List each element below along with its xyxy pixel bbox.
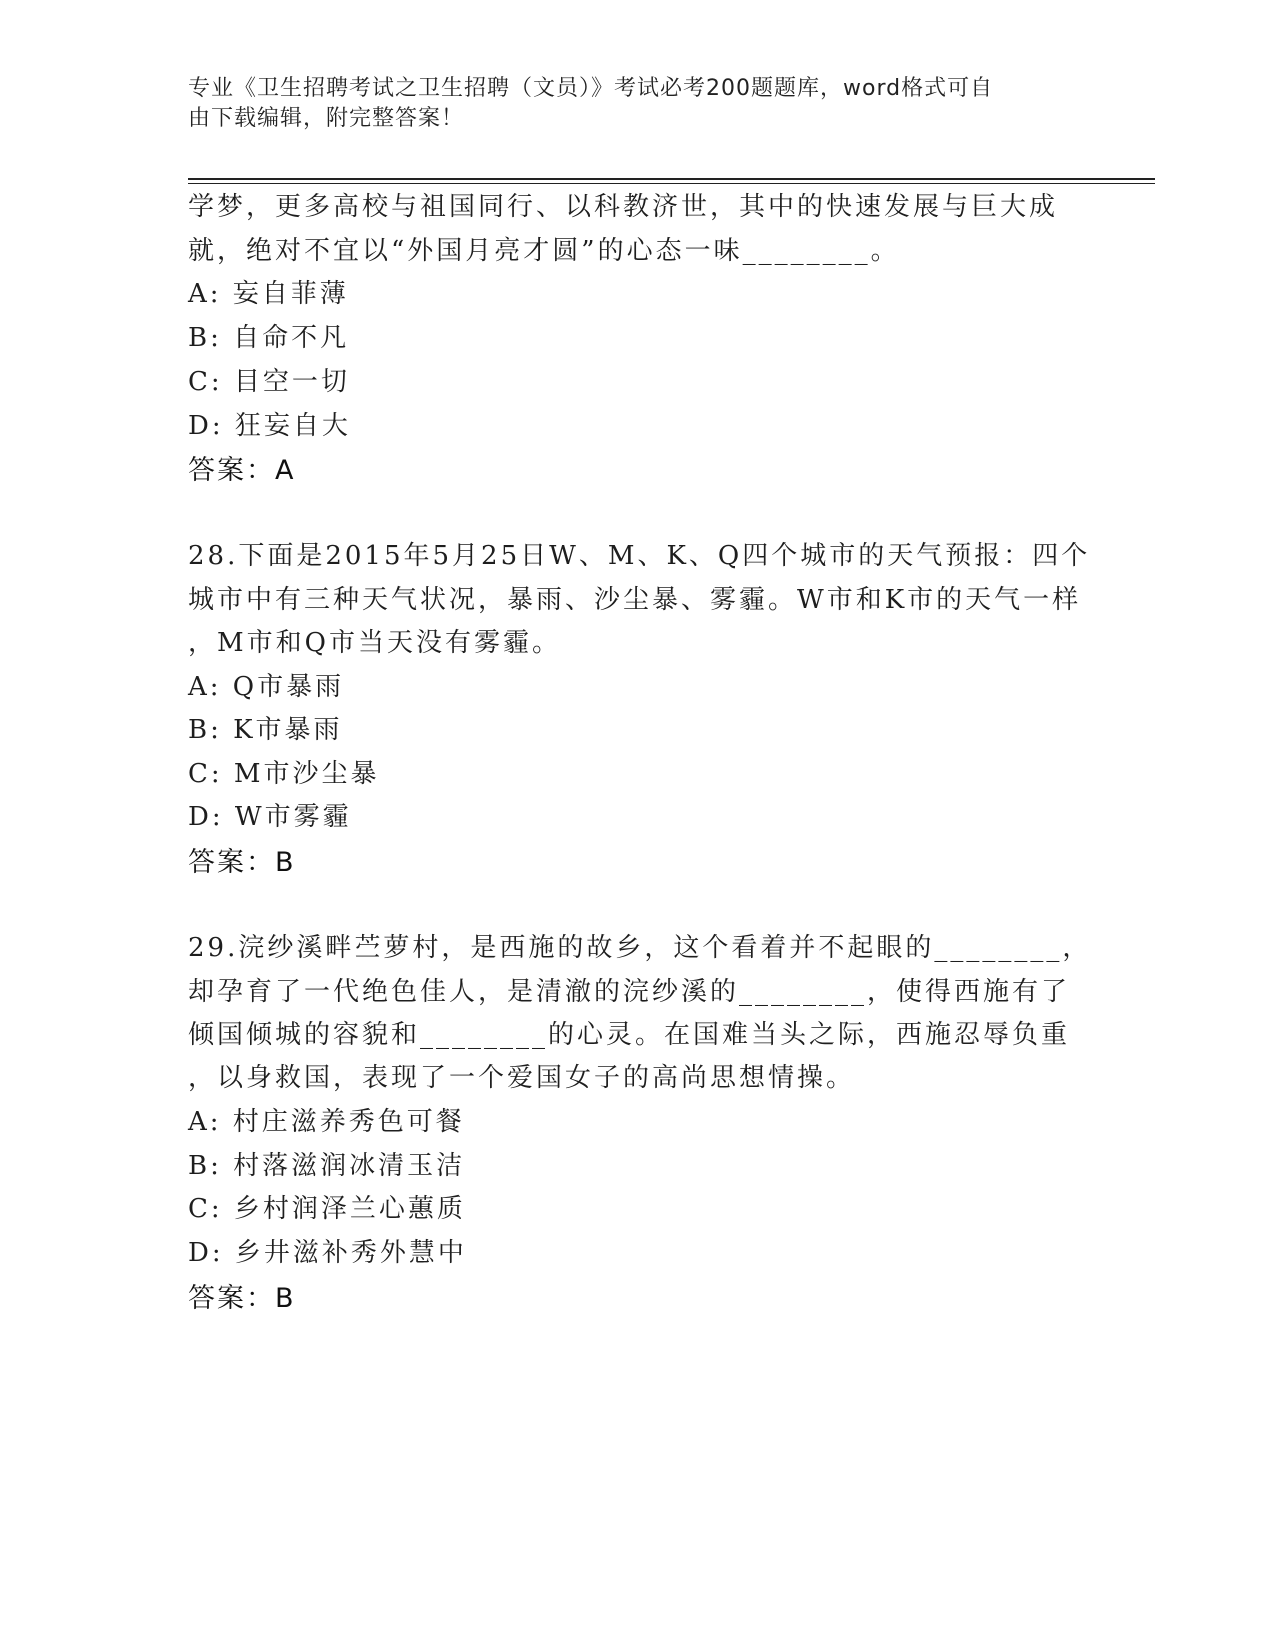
option-a: A: 妄自菲薄: [188, 279, 349, 309]
question-text-line: 就，绝对不宜以“外国月亮才圆”的心态一味________。: [188, 236, 900, 266]
option-d: D: 乡井滋补秀外慧中: [188, 1238, 467, 1268]
question-text-line: 学梦，更多高校与祖国同行、以科教济世，其中的快速发展与巨大成: [188, 192, 1059, 222]
option-a: A: Q市暴雨: [188, 672, 345, 702]
option-b: B: K市暴雨: [188, 715, 343, 745]
header-rule: [188, 178, 1155, 180]
answer-label: 答案：A: [188, 455, 296, 486]
option-c: C: 目空一切: [188, 367, 350, 397]
question-text-line: ，M市和Q市当天没有雾霾。: [188, 628, 561, 658]
option-b: B: 村落滋润冰清玉洁: [188, 1151, 466, 1181]
option-c: C: 乡村润泽兰心蕙质: [188, 1194, 466, 1224]
question-text-line: ，以身救国，表现了一个爱国女子的高尚思想情操。: [188, 1063, 856, 1093]
header-rule: [188, 183, 1155, 184]
option-a: A: 村庄滋养秀色可餐: [188, 1107, 465, 1137]
question-text-line: 28.下面是2015年5月25日W、M、K、Q四个城市的天气预报：四个: [188, 541, 1091, 571]
option-d: D: 狂妄自大: [188, 411, 351, 441]
answer-label: 答案：B: [188, 847, 296, 878]
page-header: [188, 74, 1088, 134]
answer-label: 答案：B: [188, 1283, 296, 1314]
question-text-line: 倾国倾城的容貌和________的心灵。在国难当头之际，西施忍辱负重: [188, 1020, 1071, 1050]
header-line: 专业《卫生招聘考试之卫生招聘（文员）》考试必考200题题库，word格式可自: [188, 76, 994, 101]
option-d: D: W市雾霾: [188, 802, 352, 832]
header-line: 由下载编辑，附完整答案！: [188, 106, 465, 131]
option-c: C: M市沙尘暴: [188, 759, 380, 789]
option-b: B: 自命不凡: [188, 323, 350, 353]
question-text-line: 却孕育了一代绝色佳人，是清澈的浣纱溪的________，使得西施有了: [188, 977, 1071, 1007]
question-text-line: 城市中有三种天气状况，暴雨、沙尘暴、雾霾。W市和K市的天气一样: [188, 585, 1082, 615]
question-text-line: 29.浣纱溪畔苎萝村，是西施的故乡，这个看着并不起眼的________，: [188, 933, 1092, 963]
